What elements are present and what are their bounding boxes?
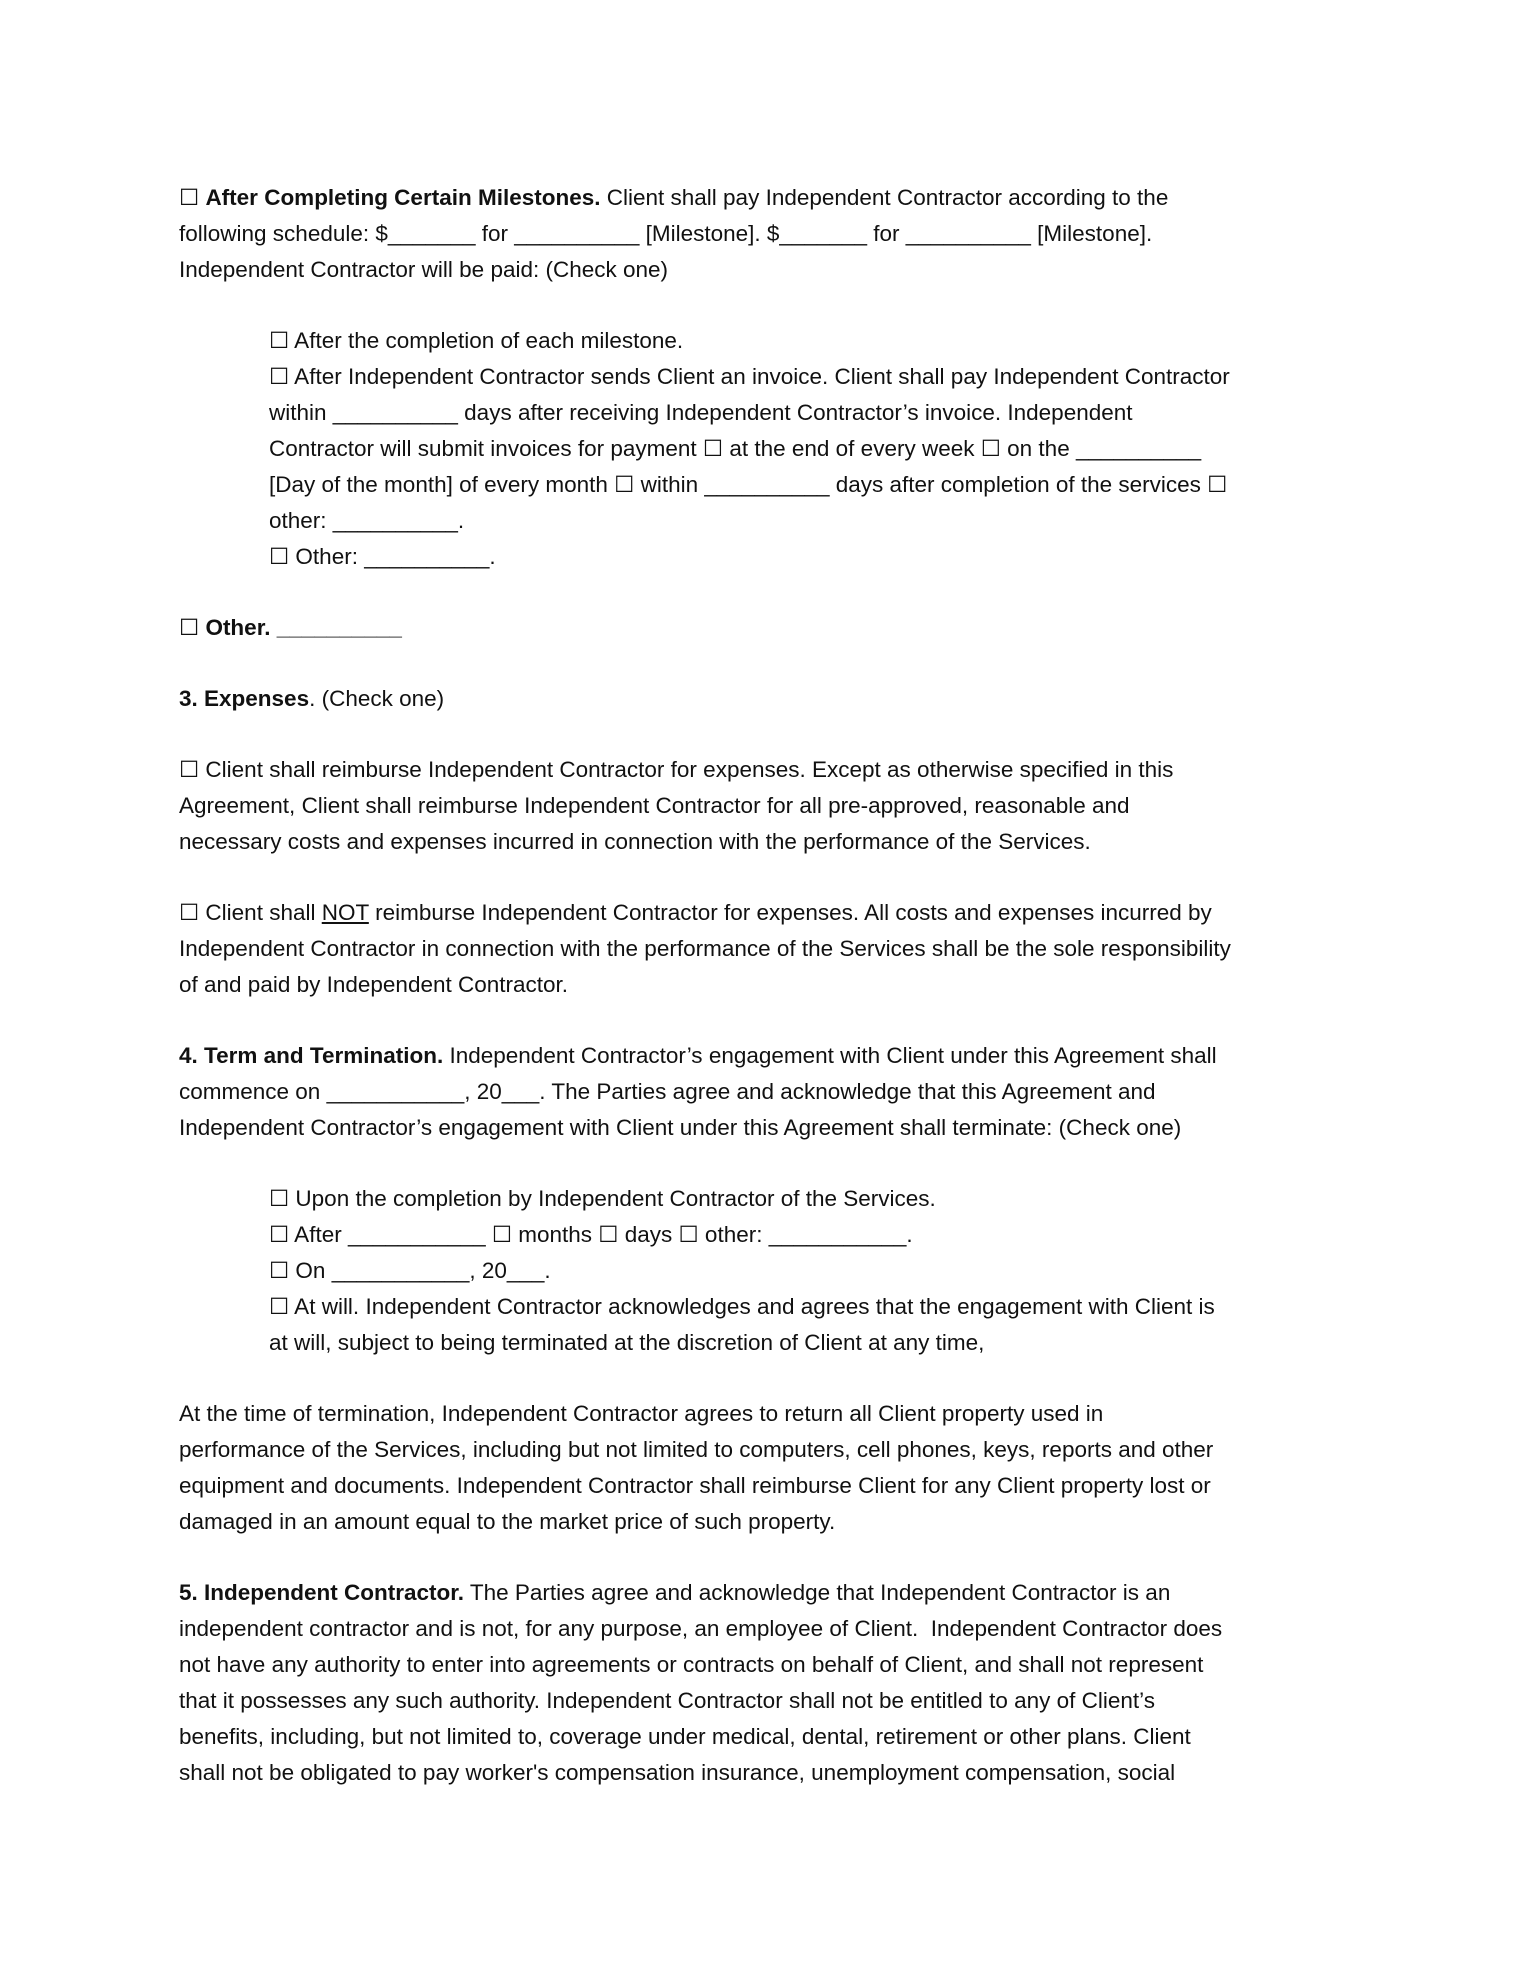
option-line[interactable]: ☐ After ___________ ☐ months ☐ days ☐ other: ___________. [269,1222,913,1247]
option-line[interactable]: ☐ Upon the completion by Independent Contractor of the Services. [269,1186,936,1211]
text-line: performance of the Services, including but not limited to computers, cell phones, keys, reports and other [179,1437,1214,1462]
independent-contractor-section: 5. Independent Contractor. The Parties agree and acknowledge that Independent Contractor is an independent contractor and is not, for any purpose, an employee of Client. Independent Contractor does not have any authority to enter into agreements or contracts on behalf of Client, and shall not represent that it possesses any such authority. Independent Contractor shall not be entitled to any of Client’s benefits, including, but not limited to, coverage under medical, dental, retirement or other plans. Client shall not be obligated to pay worker's compensation insurance, unemployment compensation, social [179,1575,1359,1791]
other-section: ☐ Other. __________ [179,615,402,640]
text-line: Agreement, Client shall reimburse Independent Contractor for all pre-approved, reasonable and [179,793,1130,818]
text-line: equipment and documents. Independent Contractor shall reimburse Client for any Client property lost or [179,1473,1211,1498]
text-line: Independent Contractor will be paid: (Check one) [179,257,669,282]
checkbox[interactable]: ☐ [179,615,206,640]
payment-options [179,323,1359,575]
milestones-section: ☐ After Completing Certain Milestones. Client shall pay Independent Contractor according to the following schedule: $_______ for __________ [Milestone]. $_______ for __________ [Milestone]. Independent Contractor will be paid: (Check one) ☐ After the completion of each milestone. ☐ After Independent Contractor sends Client an invoice. Client shall pay Independent Contractor within __________ days after receiving Independent Contractor’s invoice. Independent Contractor will submit invoices for payment ☐ at the end of every week ☐ on the __________ [Day of the month] of every month ☐ within __________ days after completion of the services ☐ other: __________. ☐ Other: __________. [179,180,1359,575]
text-line: necessary costs and expenses incurred in connection with the performance of the Services. [179,829,1091,854]
text-line: following schedule: $_______ for __________ [Milestone]. $_______ for __________ [Milestone]. [179,221,1153,246]
checkbox[interactable]: ☐ [179,185,206,210]
term-heading: 4. Term and Termination. [179,1043,444,1068]
text-line: shall not be obligated to pay worker's compensation insurance, unemployment compensation, social [179,1760,1176,1785]
text-line: of and paid by Independent Contractor. [179,972,569,997]
expenses-section: 3. Expenses. (Check one) ☐ Client shall reimburse Independent Contractor for expenses. Except as otherwise specified in this Agreement, Client shall reimburse Independent Contractor for all pre-approved, reasonable and necessary costs and expenses incurred in connection with the performance of the Services. ☐ Client shall NOT reimburse Independent Contractor for expenses. All costs and expenses incurred by Independent Contractor in connection with the performance of the Services shall be the sole responsibility of and paid by Independent Contractor. [179,681,1359,1003]
text-line: not have any authority to enter into agreements or contracts on behalf of Client, and shall not represent [179,1652,1204,1677]
text-line: Independent Contractor’s engagement with Client under this Agreement shall terminate: (Check one) [179,1115,1182,1140]
text-line: Contractor will submit invoices for payment ☐ at the end of every week ☐ on the __________ [269,436,1202,461]
term-section: 4. Term and Termination. Independent Contractor’s engagement with Client under this Agreement shall commence on ___________, 20___. The Parties agree and acknowledge that this Agreement and Independent Contractor’s engagement with Client under this Agreement shall terminate: (Check one) ☐ Upon the completion by Independent Contractor of the Services. ☐ After ___________ ☐ months ☐ days ☐ other: ___________. ☐ On ___________, 20___. ☐ At will. Independent Contractor acknowledges and agrees that the engagement with Client is at will, subject to being terminated at the discretion of Client at any time, At the time of termination, Independent Contractor agrees to return all Client property used in performance of the Services, including but not limited to computers, cell phones, keys, reports and other equipment and documents. Independent Contractor shall reimburse Client for any Client property lost or damaged in an amount equal to the market price of such property. [179,1038,1359,1540]
text-line: At the time of termination, Independent Contractor agrees to return all Client property used in [179,1401,1104,1426]
milestones-heading: After Completing Certain Milestones. [205,185,601,210]
text-line: that it possesses any such authority. Independent Contractor shall not be entitled to any of Client’s [179,1688,1156,1713]
not-emphasis: NOT [321,900,369,925]
option-line[interactable]: ☐ Client shall reimburse Independent Contractor for expenses. Except as otherwise specified in this [179,757,1174,782]
termination-options [179,1181,1359,1361]
option-line[interactable]: ☐ After Independent Contractor sends Client an invoice. Client shall pay Independent Contractor [269,364,1230,389]
text-line: within __________ days after receiving Independent Contractor’s invoice. Independent [269,400,1133,425]
text-line: benefits, including, but not limited to, coverage under medical, dental, retirement or other plans. Client [179,1724,1191,1749]
option-line[interactable]: ☐ On ___________, 20___. [269,1258,551,1283]
option-line[interactable]: ☐ Other: __________. [269,544,496,569]
option-line[interactable]: ☐ Client shall NOT reimburse Independent Contractor for expenses. All costs and expenses incurred by [179,900,1212,925]
option-line[interactable]: ☐ At will. Independent Contractor acknowledges and agrees that the engagement with Client is [269,1294,1215,1319]
ic-heading: 5. Independent Contractor. [179,1580,465,1605]
document-page [179,180,1359,1791]
text-line: Independent Contractor in connection with the performance of the Services shall be the sole responsibility [179,936,1231,961]
text-line: damaged in an amount equal to the market price of such property. [179,1509,836,1534]
other-heading: Other. [205,615,271,640]
text-line: at will, subject to being terminated at the discretion of Client at any time, [269,1330,985,1355]
expenses-heading: 3. Expenses [179,686,310,711]
text-line: independent contractor and is not, for any purpose, an employee of Client. Independent Contractor does [179,1616,1223,1641]
option-line[interactable]: ☐ After the completion of each milestone. [269,328,684,353]
text-line: commence on ___________, 20___. The Parties agree and acknowledge that this Agreement and [179,1079,1156,1104]
text-line: other: __________. [269,508,465,533]
text-line: [Day of the month] of every month ☐ within __________ days after completion of the services ☐ [269,472,1228,497]
